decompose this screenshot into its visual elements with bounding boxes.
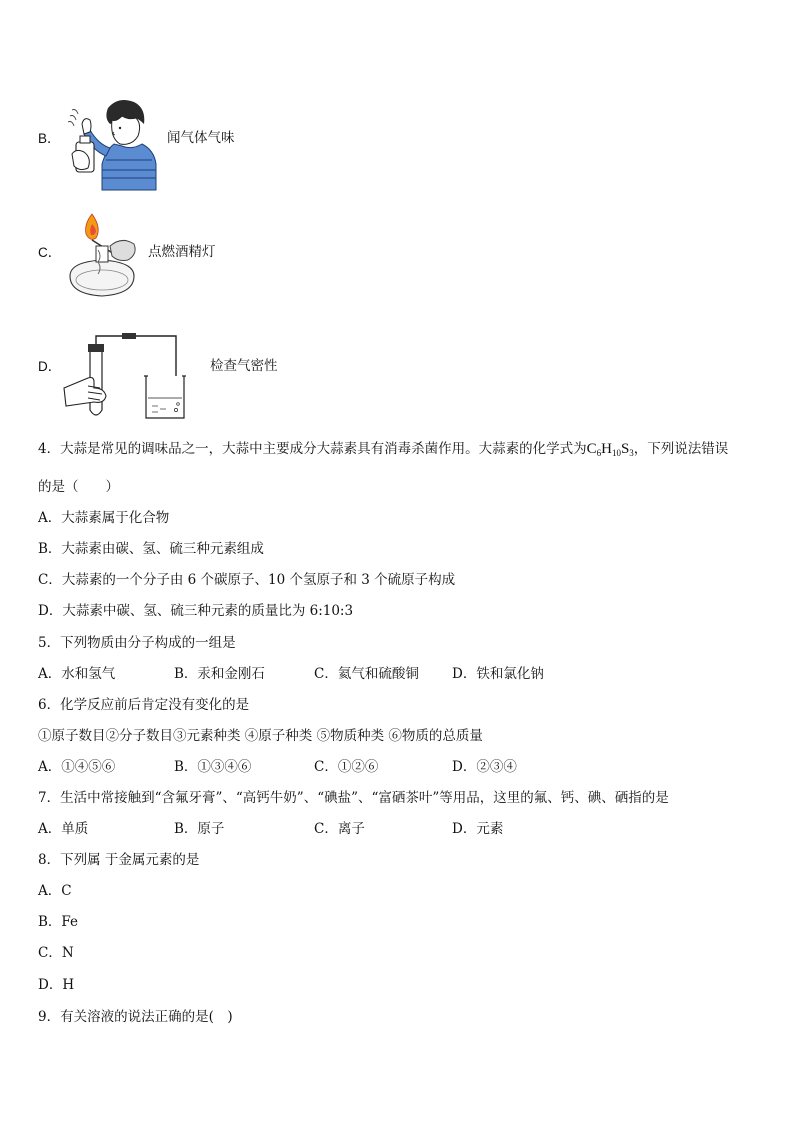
question-4-option-b: B．大蒜素由碳、氢、硫三种元素组成 [38,541,264,557]
option-b-text: 闻气体气味 [167,130,235,146]
question-4-stem-line2: 的是（ ） [38,479,119,495]
question-9-stem: 9．有关溶液的说法正确的是( ) [38,1009,233,1025]
question-6-option-c: C．①②⑥ [314,759,379,775]
option-d-text: 检查气密性 [210,358,278,374]
question-7-stem: 7．生活中常接触到“含氟牙膏”、“高钙牛奶”、“碘盐”、“富硒茶叶”等用品，这里的氟、钙、碘、硒指的是 [38,790,669,806]
option-label-c: C． [38,245,62,260]
question-4-stem [38,442,728,458]
question-7-option-b: B．原子 [174,821,225,837]
question-4-option-c: C．大蒜素的一个分子由 6 个碳原子、10 个氢原子和 3 个硫原子构成 [38,572,456,588]
question-6-option-a: A．①④⑤⑥ [38,759,116,775]
question-5-option-b: B．汞和金刚石 [174,666,265,682]
option-label-d: D． [38,359,62,374]
question-8-option-d: D．H [38,977,75,993]
question-5-option-a: A．水和氢气 [38,666,116,682]
question-6-option-b: B．①③④⑥ [174,759,252,775]
question-7-option-c: C．离子 [314,821,365,837]
alcohol-lamp-illustration [62,210,142,300]
question-5-option-c: C．氦气和硫酸铜 [314,666,419,682]
question-6-option-d: D．②③④ [452,759,517,775]
question-4-stem-post: ，下列说法错误 [633,441,729,457]
airtightness-check-illustration [60,330,190,422]
question-8-option-a: A．C [38,883,72,899]
question-7-option-d: D．元素 [452,821,504,837]
question-4-option-a: A．大蒜素属于化合物 [38,510,170,526]
question-6-stem: 6．化学反应前后肯定没有变化的是 [38,697,250,713]
chemical-formula: $C_6H_{10}S_3$ [586,441,634,458]
question-7-option-a: A．单质 [38,821,89,837]
question-5-option-d: D．铁和氯化钠 [452,666,544,682]
question-8-option-b: B．Fe [38,914,79,930]
question-4-stem-pre: 4．大蒜是常见的调味品之一，大蒜中主要成分大蒜素具有消毒杀菌作用。大蒜素的化学式为 [38,441,587,457]
option-c-text: 点燃酒精灯 [148,244,216,260]
question-8-stem: 8．下列属 于金属元素的是 [38,852,200,868]
question-4-option-d: D．大蒜素中碳、氢、硫三种元素的质量比为 6:10:3 [38,603,354,619]
question-5-stem: 5．下列物质由分子构成的一组是 [38,635,236,651]
option-label-b: B． [38,131,61,146]
question-6-items: ①原子数目②分子数目③元素种类 ④原子种类 ⑤物质种类 ⑥物质的总质量 [38,728,483,744]
question-8-option-c: C．N [38,945,74,961]
smelling-gas-illustration [62,94,158,190]
